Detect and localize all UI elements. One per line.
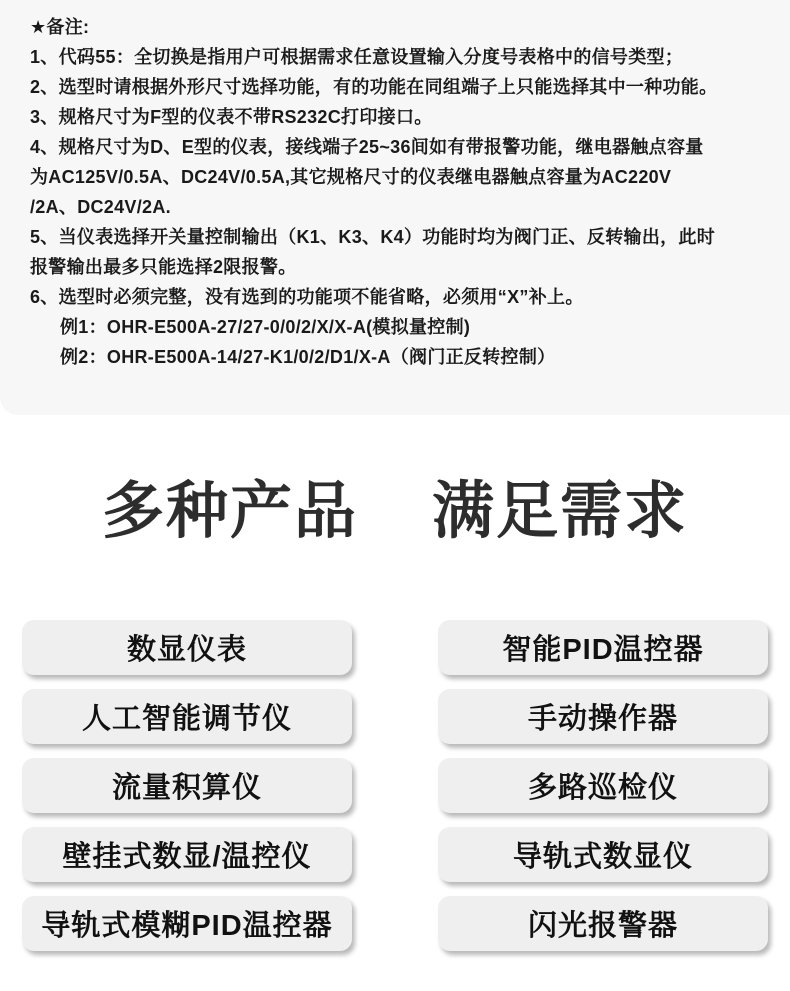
note-line-2: 2、选型时请根据外形尺寸选择功能，有的功能在同组端子上只能选择其中一种功能。: [30, 77, 718, 97]
product-button-flash-alarm[interactable]: 闪光报警器: [438, 896, 768, 951]
product-button-flow-totalizer[interactable]: 流量积算仪: [22, 758, 352, 813]
product-button-ai-regulator[interactable]: 人工智能调节仪: [22, 689, 352, 744]
note-line-3: 3、规格尺寸为F型的仪表不带RS232C打印接口。: [30, 107, 433, 127]
product-button-multi-channel-scanner[interactable]: 多路巡检仪: [438, 758, 768, 813]
notes-title: ★备注:: [30, 17, 90, 37]
note-example-1: 例1：OHR-E500A-27/27-0/0/2/X/X-A(模拟量控制): [60, 317, 471, 337]
note-line-1: 1、代码55：全切换是指用户可根据需求任意设置输入分度号表格中的信号类型；: [30, 47, 684, 67]
product-button-smart-pid-temp-controller[interactable]: 智能PID温控器: [438, 620, 768, 675]
note-line-4: 4、规格尺寸为D、E型的仪表，接线端子25~36间如有带报警功能，继电器触点容量: [30, 137, 704, 157]
note-line-5: 5、当仪表选择开关量控制输出（K1、K3、K4）功能时均为阀门正、反转输出，此时: [30, 227, 716, 247]
notes-section: [0, 0, 790, 415]
hero-title: [0, 477, 790, 546]
hero-title-right: 满足需求: [432, 477, 689, 546]
product-button-manual-operator[interactable]: 手动操作器: [438, 689, 768, 744]
note-line-5b: 报警输出最多只能选择2限报警。: [30, 257, 297, 277]
note-line-6: 6、选型时必须完整，没有选到的功能项不能省略，必须用“X”补上。: [30, 287, 584, 307]
hero-title-left: 多种产品: [101, 477, 358, 546]
note-line-4b: 为AC125V/0.5A、DC24V/0.5A,其它规格尺寸的仪表继电器触点容量为AC220V: [30, 167, 672, 187]
product-button-wall-mounted-display-controller[interactable]: 壁挂式数显/温控仪: [22, 827, 352, 882]
product-button-din-rail-fuzzy-pid-controller[interactable]: 导轨式模糊PID温控器: [22, 896, 352, 951]
product-button-din-rail-display-meter[interactable]: 导轨式数显仪: [438, 827, 768, 882]
product-button-digital-display-meter[interactable]: 数显仪表: [22, 620, 352, 675]
note-example-2: 例2：OHR-E500A-14/27-K1/0/2/D1/X-A（阀门正反转控制）: [60, 347, 556, 367]
product-grid: [22, 620, 768, 951]
note-line-4c: /2A、DC24V/2A.: [30, 197, 171, 217]
